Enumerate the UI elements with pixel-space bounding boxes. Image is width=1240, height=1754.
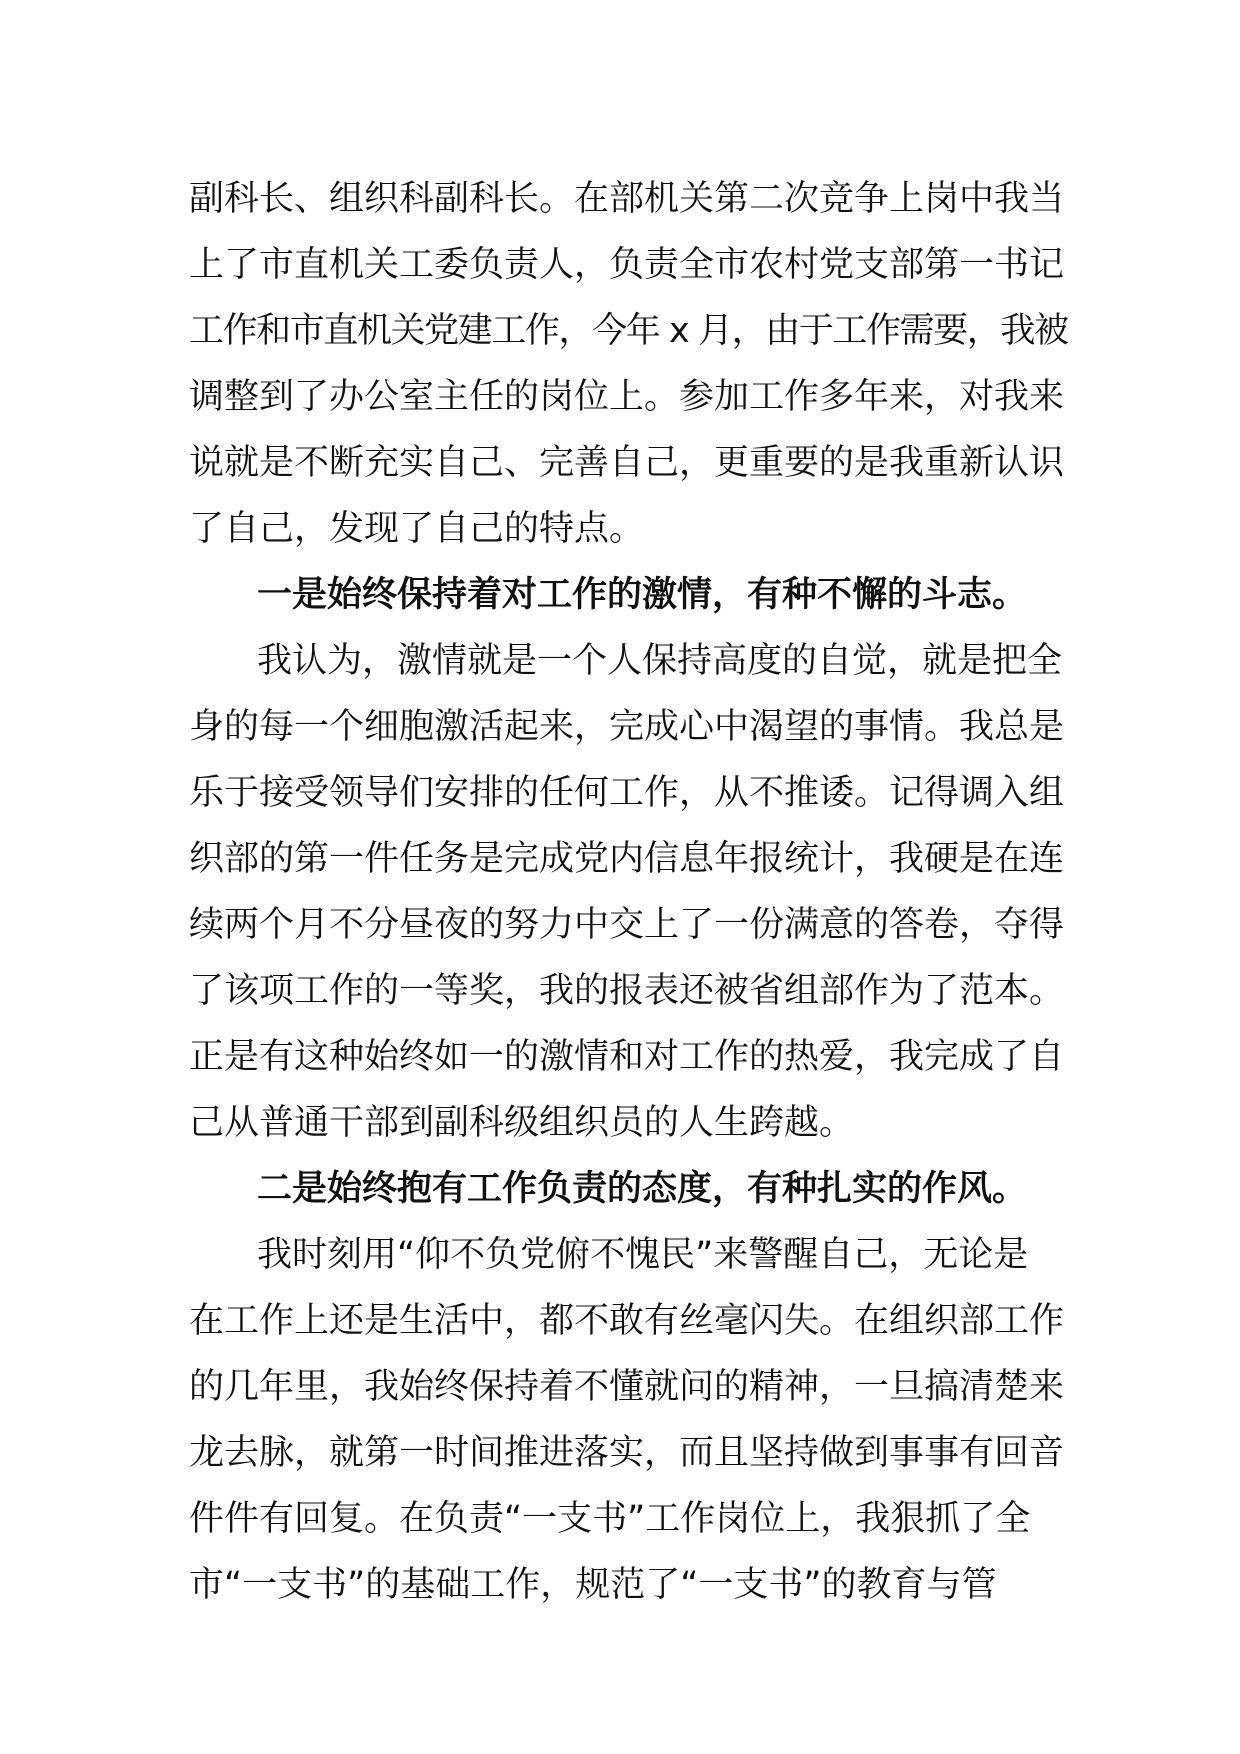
paragraph-line: 我认为，激情就是一个人保持高度的自觉，就是把全 <box>257 641 1063 681</box>
body-text <box>189 166 1069 1618</box>
paragraph-line: 市“一支书”的基础工作，规范了“一支书”的教育与管 <box>189 1565 997 1605</box>
paragraph-line: 在工作上还是生活中，都不敢有丝毫闪失。在组织部工作 <box>189 1301 1065 1341</box>
paragraph-line: 身的每一个细胞激活起来，完成心中渴望的事情。我总是 <box>189 707 1065 747</box>
paragraph-line: 了自己，发现了自己的特点。 <box>189 509 645 549</box>
paragraph-line: 龙去脉，就第一时间推进落实，而且坚持做到事事有回音 <box>189 1433 1065 1473</box>
paragraph-line: 续两个月不分昼夜的努力中交上了一份满意的答卷，夺得 <box>189 905 1065 945</box>
paragraph-line: 副科长、组织科副科长。在部机关第二次竞争上岗中我当 <box>189 179 1065 219</box>
paragraph-line: 了该项工作的一等奖，我的报表还被省组部作为了范本。 <box>189 971 1065 1011</box>
paragraph-line: 己从普通干部到副科级组织员的人生跨越。 <box>189 1103 855 1143</box>
paragraph-line: 上了市直机关工委负责人，负责全市农村党支部第一书记 <box>189 245 1065 285</box>
section-heading-line: 二是始终抱有工作负责的态度，有种扎实的作风。 <box>257 1169 1028 1209</box>
paragraph-line: 说就是不断充实自己、完善自己，更重要的是我重新认识 <box>189 443 1065 483</box>
section-heading-line: 一是始终保持着对工作的激情，有种不懈的斗志。 <box>257 575 1028 615</box>
paragraph-line: 调整到了办公室主任的岗位上。参加工作多年来，对我来 <box>189 377 1065 417</box>
paragraph-line: 织部的第一件任务是完成党内信息年报统计，我硬是在连 <box>189 839 1065 879</box>
paragraph-line: 件件有回复。在负责“一支书”工作岗位上，我狠抓了全 <box>189 1499 1031 1539</box>
paragraph-line: 乐于接受领导们安排的任何工作，从不推诿。记得调入组 <box>189 773 1065 813</box>
paragraph-line: 我时刻用“仰不负党俯不愧民”来警醒自己，无论是 <box>257 1235 1029 1275</box>
paragraph-line: 工作和市直机关党建工作，今年 x 月，由于工作需要，我被 <box>189 311 1068 351</box>
paragraph-line: 正是有这种始终如一的激情和对工作的热爱，我完成了自 <box>189 1037 1065 1077</box>
paragraph-line: 的几年里，我始终保持着不懂就问的精神，一旦搞清楚来 <box>189 1367 1065 1407</box>
